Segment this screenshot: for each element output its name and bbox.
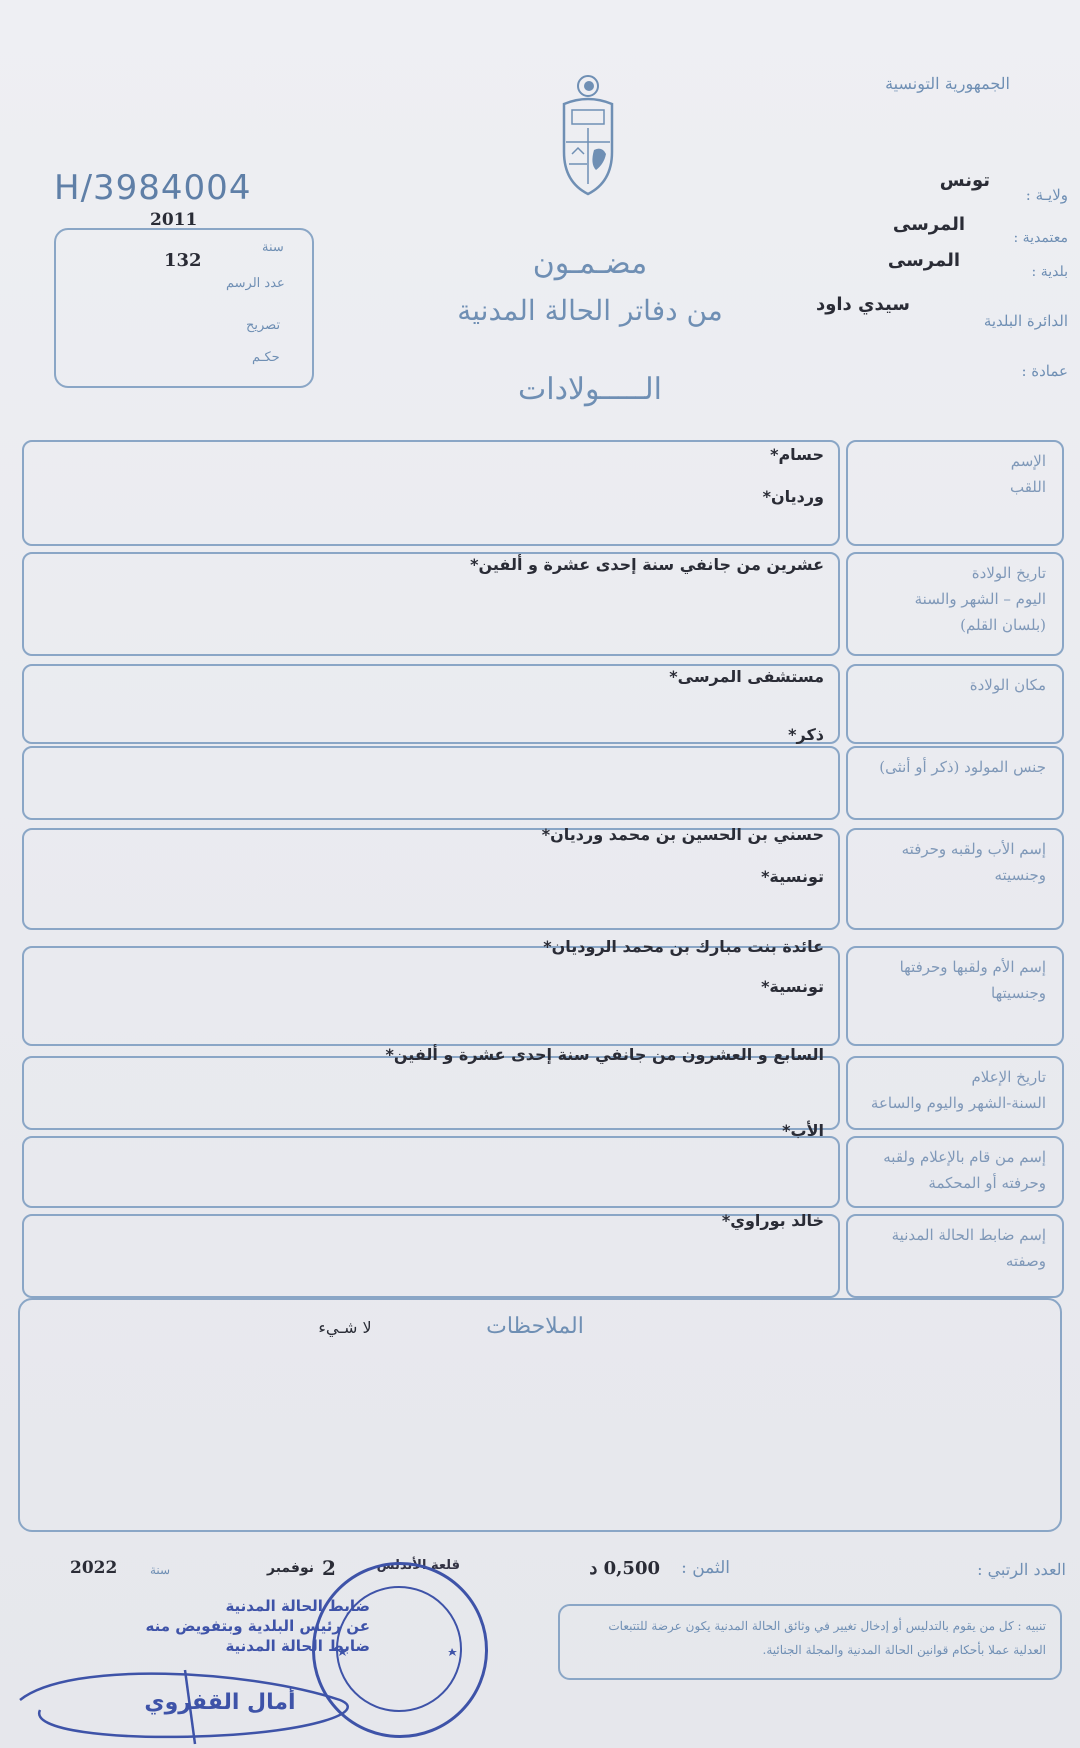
row-value: تونسية* (761, 977, 824, 996)
row-value: حسام* (770, 445, 824, 464)
row-label: وحرفته أو المحكمة (928, 1174, 1046, 1192)
baladia-label: بلدية : (1031, 264, 1068, 280)
row-value: عائدة بنت مبارك بن محمد الروديان* (543, 937, 824, 956)
daira-label: الدائرة البلدية (983, 312, 1068, 330)
wilaya-label: ولايـة : (1025, 186, 1068, 204)
row-label: وجنسيته (994, 866, 1046, 884)
row-value: تونسية* (761, 867, 824, 886)
motamadia-value: المرسى (892, 214, 965, 235)
row-label: اليوم – الشهر والسنة (914, 590, 1046, 608)
signature-title-1: ضابط الحالة المدنية (225, 1597, 370, 1615)
row-label: اللقب (1009, 478, 1046, 496)
row-label: تاريخ الولادة (971, 564, 1046, 582)
row-label: إسم الأب ولقبه وحرفته (901, 840, 1046, 858)
row-value-box (22, 746, 840, 820)
daira-value: سيدي داود (815, 294, 910, 315)
judgment-label: حكـم (252, 350, 280, 365)
omada-label: عمادة : (1021, 362, 1068, 380)
row-label: مكان الولادة (969, 676, 1046, 694)
row-value: ذكر* (788, 725, 824, 744)
price-label: الثمن : (681, 1558, 730, 1578)
register-year-label: سنة (262, 240, 284, 255)
warning-text: تنبيه : كل من يقوم بالتدليس أو إدخال تغيير في وثائق الحالة المدنية يكون عرضة للتتبعات العدلية عملا بأحكام قوانين الحالة المدنية والمجلة الجنائية. (608, 1619, 1046, 1657)
row-label: السنة-الشهر واليوم والساعة (870, 1094, 1046, 1112)
row-label: وجنسيتها (991, 984, 1046, 1002)
issue-day: 2 (322, 1556, 336, 1580)
row-label: إسم من قام بالإعلام ولقبه (883, 1148, 1046, 1166)
row-value: مستشفى المرسى* (669, 667, 824, 686)
row-label: إسم الأم ولقبها وحرفتها (899, 958, 1046, 976)
baladia-value: المرسى (887, 250, 960, 271)
remarks-label: الملاحظات (486, 1314, 584, 1339)
serial-order-label: العدد الرتبي : (977, 1560, 1066, 1579)
title-registers: من دفاتر الحالة المدنية (457, 294, 723, 327)
title-births: الـــــولادات (518, 372, 662, 407)
register-year-value: 2011 (150, 210, 198, 230)
row-value: السابع و العشرون من جانفي سنة إحدى عشرة و ألفين* (385, 1045, 824, 1064)
row-label: (بلسان القلم) (960, 616, 1046, 634)
signature-title-3: ضابط الحالة المدنية (225, 1637, 370, 1655)
issue-month: نوفمبر (266, 1560, 314, 1576)
title-madmoun: مضـمـون (532, 246, 648, 281)
register-number-label: عدد الرسم (226, 276, 285, 291)
coat-of-arms-emblem (552, 72, 624, 204)
row-value: خالد بوراوي* (721, 1211, 824, 1230)
wilaya-value: تونس (939, 170, 990, 191)
signature-name: أمال القفروي (144, 1690, 296, 1715)
motamadia-label: معتمدية : (1013, 230, 1068, 246)
row-label: جنس المولود (ذكر أو أنثى) (879, 758, 1046, 776)
row-label: تاريخ الإعلام (971, 1068, 1046, 1086)
row-label: وصفته (1005, 1252, 1046, 1270)
issue-year-value: 2022 (70, 1558, 118, 1578)
serial-number: H/3984004 (54, 168, 252, 208)
row-label: إسم ضابط الحالة المدنية (891, 1226, 1046, 1244)
issue-year-label: سنة (150, 1563, 171, 1577)
row-label: الإسم (1010, 452, 1046, 470)
signature-title-2: عن رئيس البلدية وبتفويض منه (145, 1617, 370, 1635)
issue-place: قلعة الأندلس (376, 1558, 460, 1573)
row-value: عشرين من جانفي سنة إحدى عشرة و ألفين* (470, 555, 824, 574)
declaration-label: تصريح (246, 318, 281, 333)
register-number-value: 132 (164, 250, 202, 271)
handwritten-signature (10, 1640, 390, 1746)
row-value: حسني بن الحسين بن محمد وردیان* (541, 825, 824, 844)
price-value: 0,500 د (589, 1558, 660, 1579)
republic-heading: الجمهورية التونسية (885, 74, 1010, 93)
row-value: وردیان* (762, 487, 824, 506)
row-value: الأب* (782, 1121, 824, 1140)
remarks-value: لا شـيء (318, 1318, 372, 1337)
